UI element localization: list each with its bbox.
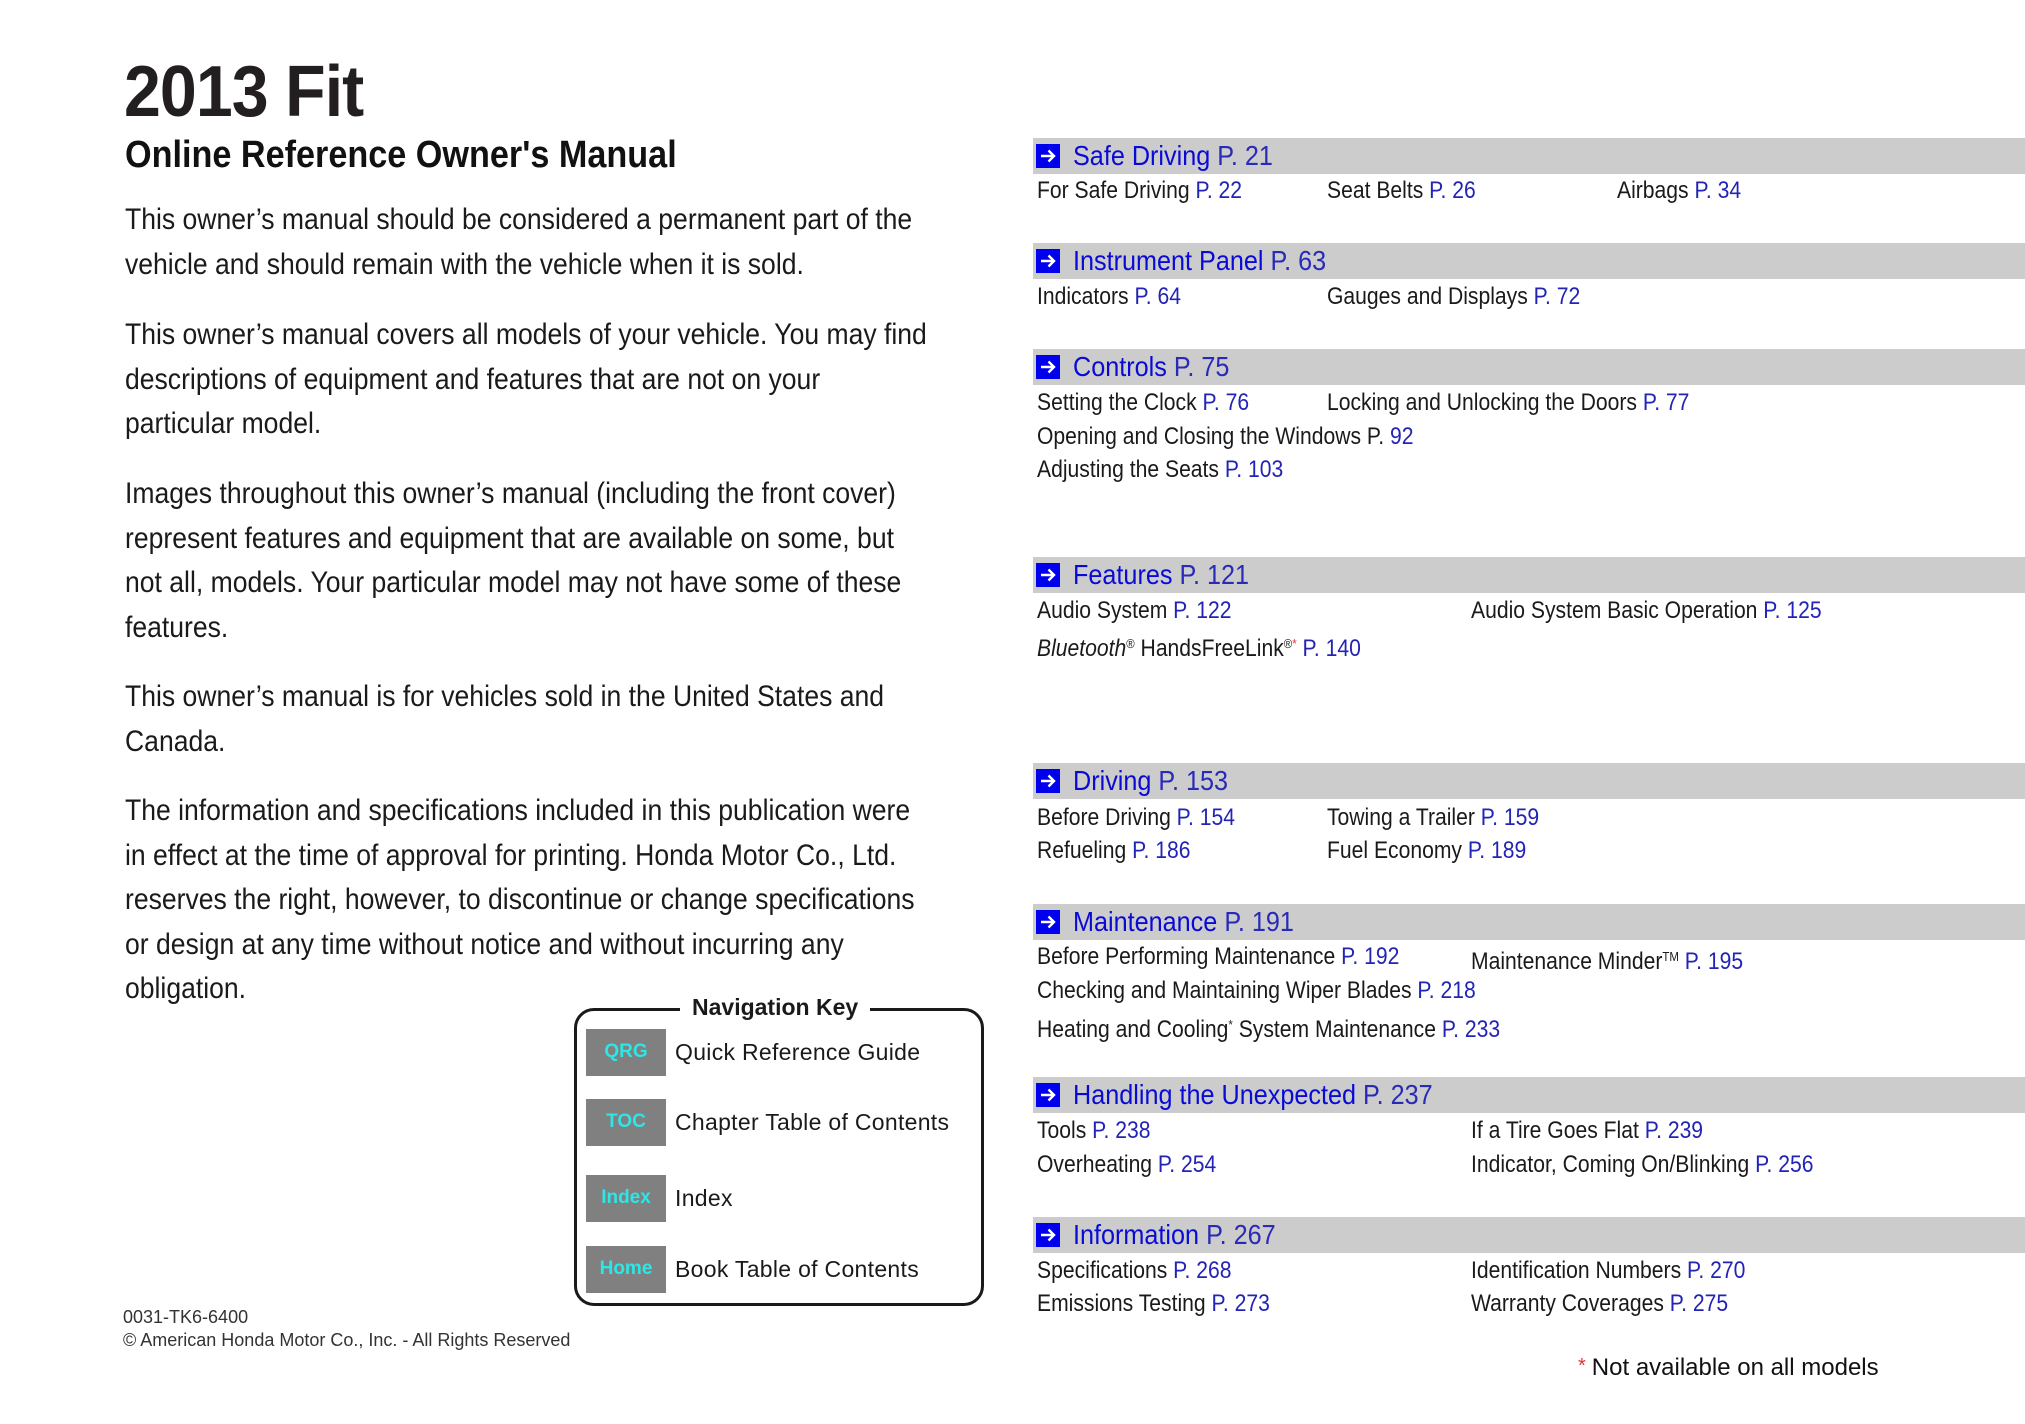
section-page-link[interactable]: P. 237: [1363, 1079, 1433, 1110]
toc-item-label: Adjusting the Seats: [1037, 456, 1219, 483]
page-link[interactable]: P. 22: [1195, 177, 1243, 204]
toc-item[interactable]: [1037, 176, 1242, 206]
section-bar-features[interactable]: [1033, 557, 2025, 593]
toc-item[interactable]: [1037, 455, 1283, 485]
paragraph-line: This owner’s manual is for vehicles sold in the United States and: [125, 680, 885, 713]
page-link[interactable]: P. 254: [1157, 1151, 1217, 1178]
toc-item[interactable]: [1037, 596, 1232, 626]
availability-asterisk: *: [1228, 1017, 1233, 1032]
paragraph-line: not all, models. Your particular model may not have some of these: [125, 566, 902, 599]
toc-item[interactable]: [1037, 422, 1414, 452]
toc-item[interactable]: [1037, 1010, 1500, 1045]
section-title[interactable]: Driving: [1073, 765, 1152, 796]
paragraph-line: in effect at the time of approval for printing. Honda Motor Co., Ltd.: [125, 838, 897, 872]
arrow-right-icon: [1036, 563, 1060, 587]
toc-item-label: Refueling: [1037, 837, 1127, 864]
page-link[interactable]: P. 76: [1202, 389, 1250, 416]
section-title[interactable]: Controls: [1073, 351, 1167, 382]
page-link[interactable]: P. 189: [1467, 837, 1527, 864]
toc-item[interactable]: [1037, 1289, 1270, 1319]
nav-key-item-home[interactable]: [586, 1245, 919, 1293]
paragraph-line: reserves the right, however, to discontinue or change specifications: [125, 883, 915, 916]
toc-item[interactable]: [1037, 388, 1249, 418]
section-title[interactable]: Features: [1073, 559, 1173, 590]
toc-item[interactable]: [1037, 1116, 1151, 1146]
paragraph-line: This owner’s manual should be considered a permanent part of the: [125, 203, 913, 236]
registered-mark: ®: [1126, 636, 1135, 651]
toc-item[interactable]: [1037, 282, 1181, 312]
section-title[interactable]: Safe Driving: [1073, 140, 1211, 171]
toc-item[interactable]: [1471, 1150, 1813, 1180]
page-link[interactable]: P. 77: [1642, 389, 1690, 416]
copyright-notice: © American Honda Motor Co., Inc. - All Rights Reserved: [123, 1330, 571, 1350]
page-link[interactable]: P. 72: [1533, 283, 1581, 310]
toc-item[interactable]: [1327, 388, 1689, 418]
page-link[interactable]: P. 125: [1763, 597, 1822, 624]
page-link[interactable]: P. 275: [1669, 1290, 1729, 1317]
section-bar-controls[interactable]: [1033, 349, 2025, 385]
toc-item-label: Emissions Testing: [1037, 1290, 1206, 1317]
section-title[interactable]: Instrument Panel: [1073, 245, 1264, 276]
home-badge-icon[interactable]: Home: [586, 1246, 666, 1293]
paragraph-line: descriptions of equipment and features that are not on your: [125, 362, 821, 396]
section-page-link[interactable]: P. 153: [1158, 765, 1229, 796]
nav-key-label: Quick Reference Guide: [675, 1038, 921, 1065]
toc-item-label: Heating and Cooling: [1037, 1016, 1229, 1043]
page-link[interactable]: P. 140: [1302, 635, 1361, 662]
toc-badge-icon[interactable]: TOC: [586, 1099, 666, 1146]
toc-item-label: Checking and Maintaining Wiper Blades: [1037, 977, 1412, 1004]
toc-item[interactable]: [1037, 942, 1399, 972]
section-bar-information[interactable]: [1033, 1217, 2025, 1253]
paragraph-line: features.: [125, 610, 229, 644]
arrow-right-icon: [1036, 355, 1060, 379]
toc-item-label: Locking and Unlocking the Doors: [1327, 389, 1637, 416]
registered-mark: ®: [1283, 636, 1293, 651]
section-bar-driving[interactable]: [1033, 763, 2025, 799]
toc-item-label: System Maintenance: [1232, 1016, 1436, 1043]
page-link[interactable]: P. 122: [1173, 597, 1232, 624]
nav-key-item-index[interactable]: [586, 1174, 733, 1222]
section-title[interactable]: Maintenance: [1073, 906, 1218, 937]
paragraph-line: This owner’s manual covers all models of your vehicle. You may find: [125, 318, 927, 351]
toc-item[interactable]: [1037, 976, 1476, 1006]
page-link[interactable]: P. 195: [1684, 948, 1744, 975]
page-link[interactable]: P. 186: [1132, 837, 1191, 864]
toc-item-label: Airbags: [1617, 177, 1689, 204]
toc-item-label: Gauges and Displays: [1327, 283, 1528, 310]
paragraph-line: Canada.: [125, 724, 226, 758]
qrg-badge-icon[interactable]: QRG: [586, 1029, 666, 1076]
toc-item[interactable]: [1037, 836, 1190, 866]
toc-item-label: Fuel Economy: [1327, 837, 1462, 864]
toc-item-label: Identification Numbers: [1471, 1257, 1682, 1284]
footnote-text: Not available on all models: [1591, 1354, 1879, 1381]
toc-item[interactable]: [1037, 1150, 1216, 1180]
publication-code: 0031-TK6-6400: [123, 1307, 249, 1327]
paragraph-line: vehicle and should remain with the vehicle when it is sold.: [125, 247, 804, 281]
arrow-right-icon: [1036, 144, 1060, 168]
trademark-mark: TM: [1662, 949, 1679, 964]
nav-key-label: Book Table of Contents: [675, 1255, 920, 1282]
page-link[interactable]: P. 34: [1694, 177, 1742, 204]
toc-item-label: Maintenance Minder: [1471, 948, 1663, 975]
toc-item-label: Towing a Trailer: [1327, 804, 1475, 831]
section-title[interactable]: Handling the Unexpected: [1073, 1079, 1357, 1110]
section-page-link[interactable]: P. 75: [1173, 351, 1230, 382]
toc-item[interactable]: [1327, 282, 1580, 312]
intro-paragraph-models: [125, 313, 1010, 447]
section-page-link[interactable]: P. 63: [1270, 245, 1327, 276]
document-title: 2013 Fit: [124, 52, 364, 132]
nav-key-item-toc[interactable]: [586, 1098, 949, 1146]
section-page-link[interactable]: P. 191: [1224, 906, 1294, 937]
section-bar-handling-the-unexpected[interactable]: [1033, 1077, 2025, 1113]
toc-item[interactable]: [1327, 803, 1539, 833]
toc-item[interactable]: [1037, 629, 1361, 664]
toc-item[interactable]: [1037, 803, 1235, 833]
toc-item-label: Indicators: [1037, 283, 1129, 310]
page-link[interactable]: P. 218: [1417, 977, 1476, 1004]
arrow-right-icon: [1036, 1223, 1060, 1247]
toc-item[interactable]: [1327, 836, 1526, 866]
page-link[interactable]: P. 238: [1092, 1117, 1151, 1144]
intro-paragraph-region: [125, 675, 1010, 764]
paragraph-line: The information and specifications included in this publication were: [125, 794, 911, 827]
intro-paragraph-disclaimer: [125, 789, 1010, 1012]
toc-item-label: Before Performing Maintenance: [1037, 943, 1336, 970]
section-page-link[interactable]: P. 21: [1217, 140, 1273, 171]
paragraph-line: Images throughout this owner’s manual (including the front cover): [125, 477, 896, 510]
arrow-right-icon: [1036, 769, 1060, 793]
arrow-right-icon: [1036, 910, 1060, 934]
toc-item[interactable]: [1471, 942, 1743, 977]
nav-key-item-qrg[interactable]: [586, 1028, 920, 1076]
section-bar-safe-driving[interactable]: [1033, 138, 2025, 174]
toc-item-label: HandsFreeLink: [1134, 635, 1284, 662]
toc-item-label-italic: Bluetooth: [1037, 635, 1127, 662]
page-link[interactable]: P. 233: [1441, 1016, 1501, 1043]
document-subtitle: Online Reference Owner's Manual: [125, 134, 677, 176]
nav-key-label: Index: [675, 1184, 733, 1211]
page-link[interactable]: P. 239: [1644, 1117, 1704, 1144]
toc-item-label: Audio System Basic Operation: [1471, 597, 1758, 624]
toc-item-label: Setting the Clock: [1037, 389, 1197, 416]
toc-item-label: Specifications: [1037, 1257, 1168, 1284]
section-page-link[interactable]: P. 121: [1179, 559, 1250, 590]
section-bar-instrument-panel[interactable]: [1033, 243, 2025, 279]
section-bar-maintenance[interactable]: [1033, 904, 2025, 940]
intro-paragraph-images: [125, 472, 1010, 650]
navigation-key-title: Navigation Key: [680, 990, 870, 1024]
toc-item[interactable]: [1471, 596, 1822, 626]
availability-footnote: [1578, 1351, 1879, 1383]
paragraph-line: or design at any time without notice and without incurring any: [125, 927, 844, 961]
toc-item-label: If a Tire Goes Flat: [1471, 1117, 1639, 1144]
page-link[interactable]: P. 159: [1480, 804, 1540, 831]
nav-key-label: Chapter Table of Contents: [675, 1108, 950, 1135]
toc-item-label: Indicator, Coming On/Blinking: [1471, 1151, 1750, 1178]
page-link[interactable]: P. 268: [1173, 1257, 1232, 1284]
toc-item[interactable]: [1037, 1256, 1232, 1286]
section-page-link[interactable]: P. 267: [1206, 1219, 1276, 1250]
toc-item-label: For Safe Driving: [1037, 177, 1190, 204]
toc-item-label: Audio System: [1037, 597, 1168, 624]
toc-item[interactable]: [1471, 1116, 1703, 1146]
section-title[interactable]: Information: [1073, 1219, 1200, 1250]
toc-item[interactable]: [1471, 1256, 1745, 1286]
intro-paragraph-permanent: [125, 198, 1010, 287]
page-link[interactable]: P. 154: [1176, 804, 1236, 831]
paragraph-line: particular model.: [125, 407, 322, 440]
page-link[interactable]: P. 64: [1134, 283, 1182, 310]
page-link[interactable]: P. 26: [1429, 177, 1476, 204]
page-link[interactable]: P. 273: [1211, 1290, 1270, 1317]
toc-item[interactable]: [1471, 1289, 1728, 1319]
page-link[interactable]: 92: [1390, 423, 1414, 450]
arrow-right-icon: [1036, 249, 1060, 273]
asterisk-icon: *: [1578, 1355, 1586, 1377]
toc-item[interactable]: [1617, 176, 1741, 206]
page-link[interactable]: P. 192: [1341, 943, 1400, 970]
toc-item[interactable]: [1327, 176, 1476, 206]
toc-item-label: Before Driving: [1037, 804, 1171, 831]
toc-item-label: Tools: [1037, 1117, 1087, 1144]
page-link[interactable]: P. 103: [1224, 456, 1284, 483]
index-badge-icon[interactable]: Index: [586, 1175, 666, 1222]
toc-item-label: Overheating: [1037, 1151, 1153, 1178]
page-link[interactable]: P. 256: [1755, 1151, 1814, 1178]
toc-item-label: Opening and Closing the Windows: [1037, 423, 1362, 450]
toc-item-label: Warranty Coverages: [1471, 1290, 1664, 1317]
availability-asterisk: *: [1292, 636, 1297, 651]
paragraph-line: obligation.: [125, 972, 247, 1005]
paragraph-line: represent features and equipment that are available on some, but: [125, 521, 894, 555]
arrow-right-icon: [1036, 1083, 1060, 1107]
page-prefix: P.: [1366, 423, 1385, 450]
page-link[interactable]: P. 270: [1686, 1257, 1746, 1284]
toc-item-label: Seat Belts: [1327, 177, 1424, 204]
